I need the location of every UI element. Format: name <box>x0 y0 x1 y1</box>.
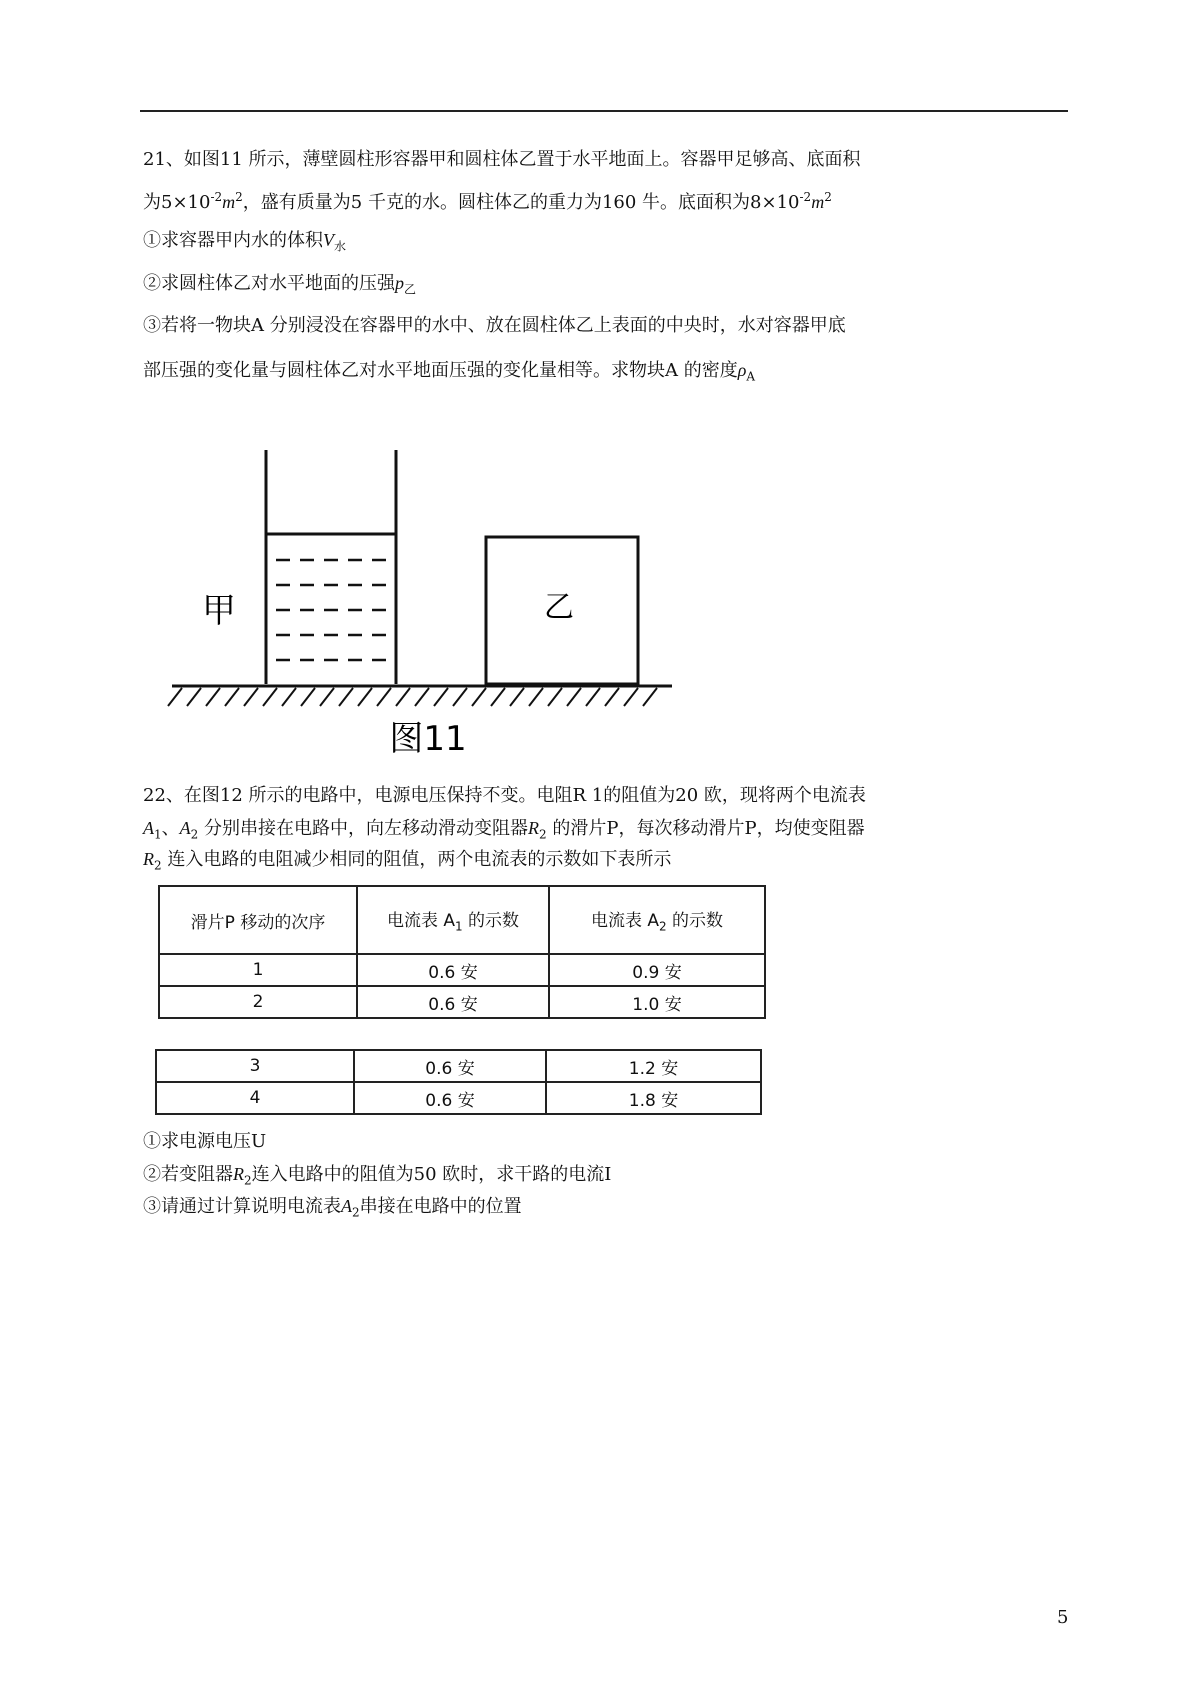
table-row: 3 0.6 安 1.2 安 <box>156 1050 761 1082</box>
header-rule <box>140 110 1068 112</box>
water-dashes <box>276 560 390 660</box>
q22-part-3: ③请通过计算说明电流表$A_2$串接在电路中的位置 <box>143 1196 522 1220</box>
figure-caption: 图11 <box>389 719 467 759</box>
current-table-1 <box>158 885 766 1019</box>
hatch-mark <box>244 688 258 706</box>
hatch-mark <box>415 688 429 706</box>
q22-part-1: ①求电源电压U <box>143 1131 267 1152</box>
area-yi-unit-exp: 2 <box>824 190 832 204</box>
hatch-mark <box>605 688 619 706</box>
hatch-mark <box>529 688 543 706</box>
area-yi-exp: -2 <box>799 190 812 204</box>
q22-line-1: 22、在图12 所示的电路中，电源电压保持不变。电阻R 1的阻值为20 欧，现将两个电流表 <box>143 785 866 806</box>
q21-part-3-line-2: 部压强的变化量与圆柱体乙对水平地面压强的变化量相等。求物块A 的密度$\rho_A$ <box>143 360 756 384</box>
hatch-mark <box>453 688 467 706</box>
hatch-mark <box>225 688 239 706</box>
q22-part-2: ②若变阻器$R_2$连入电路中的阻值为50 欧时，求干路的电流I <box>143 1164 612 1188</box>
hatch-mark <box>624 688 638 706</box>
q21-part-3-line-1: ③若将一物块A 分别浸没在容器甲的水中、放在圆柱体乙上表面的中央时，水对容器甲底 <box>143 315 846 336</box>
hatch-mark <box>472 688 486 706</box>
q21-line-1: 21、如图11 所示，薄壁圆柱形容器甲和圆柱体乙置于水平地面上。容器甲足够高、底面积 <box>143 149 861 170</box>
label-jia: 甲 <box>202 591 236 631</box>
hatch-mark <box>377 688 391 706</box>
header-a2: 电流表 $A_2$ 的示数 <box>549 886 765 954</box>
ground-hatching <box>168 688 657 706</box>
table-row: 1 0.6 安 0.9 安 <box>159 954 765 986</box>
hatch-mark <box>548 688 562 706</box>
figure-11 <box>160 450 700 770</box>
hatch-mark <box>206 688 220 706</box>
hatch-mark <box>320 688 334 706</box>
header-order: 滑片P 移动的次序 <box>159 886 357 954</box>
hatch-mark <box>339 688 353 706</box>
hatch-mark <box>301 688 315 706</box>
label-yi: 乙 <box>544 590 574 625</box>
q21-part-1: ①求容器甲内水的体积$V_水$ <box>143 230 347 254</box>
hatch-mark <box>567 688 581 706</box>
q22-line-3: $R_2$ 连入电路的电阻减少相同的阻值，两个电流表的示数如下表所示 <box>143 849 672 873</box>
hatch-mark <box>263 688 277 706</box>
q21-part-2: ②求圆柱体乙对水平地面的压强$p_乙$ <box>143 273 417 297</box>
hatch-mark <box>396 688 410 706</box>
hatch-mark <box>491 688 505 706</box>
header-a1: 电流表 $A_1$ 的示数 <box>357 886 549 954</box>
q21-line-2: 为$5\times 10^{-2}m^2$，盛有质量为5 千克的水。圆柱体乙的重力为160 牛。底面积为$8\times 10^{-2}m^2$ <box>143 190 832 213</box>
page-number: 5 <box>1057 1607 1069 1628</box>
current-table-2 <box>155 1049 762 1115</box>
hatch-mark <box>586 688 600 706</box>
hatch-mark <box>282 688 296 706</box>
hatch-mark <box>358 688 372 706</box>
table-row: 4 0.6 安 1.8 安 <box>156 1082 761 1114</box>
hatch-mark <box>434 688 448 706</box>
area-yi-unit: m <box>811 192 825 212</box>
table-row: 2 0.6 安 1.0 安 <box>159 986 765 1018</box>
hatch-mark <box>510 688 524 706</box>
hatch-mark <box>643 688 657 706</box>
hatch-mark <box>187 688 201 706</box>
q22-line-2: $A_1$、$A_2$ 分别串接在电路中，向左移动滑动变阻器$R_2$ 的滑片P，每次移动滑片P，均使变阻器 <box>143 818 865 842</box>
hatch-mark <box>168 688 182 706</box>
